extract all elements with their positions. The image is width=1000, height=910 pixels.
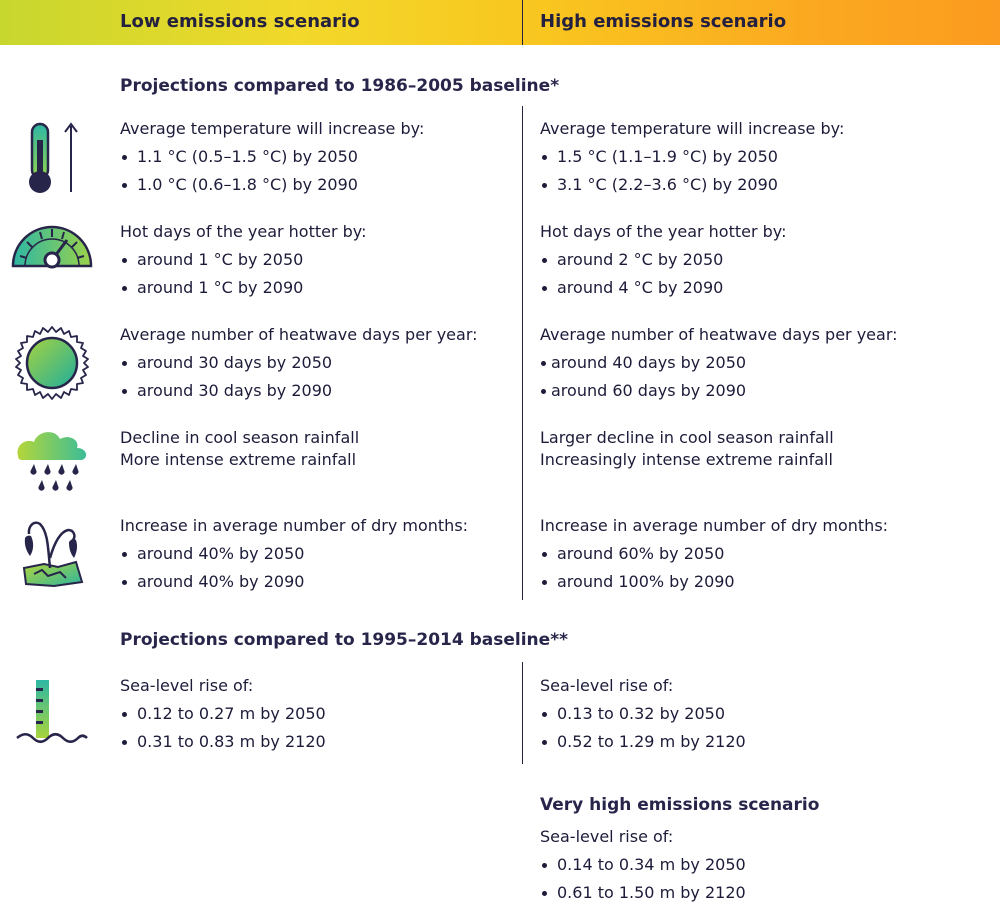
low-hot-days-heading: Hot days of the year hotter by: xyxy=(120,222,367,241)
high-hot-days-block xyxy=(540,221,990,305)
list-item: 0.13 to 0.32 by 2050 xyxy=(540,703,990,731)
low-dry-months-heading: Increase in average number of dry months: xyxy=(120,516,469,535)
high-heatwave-block xyxy=(540,324,990,408)
list-item: 0.12 to 0.27 m by 2050 xyxy=(120,703,515,731)
high-rainfall-line-1: Larger decline in cool season rainfall xyxy=(540,428,834,447)
header-divider xyxy=(522,0,523,45)
list-item: around 30 days by 2090 xyxy=(120,380,515,408)
thermometer-up-icon xyxy=(20,120,82,198)
sun-icon xyxy=(14,325,90,401)
list-item: around 100% by 2090 xyxy=(540,571,990,599)
high-heatwave-heading: Average number of heatwave days per year: xyxy=(540,325,898,344)
list-item: 3.1 °C (2.2–3.6 °C) by 2090 xyxy=(540,174,990,202)
list-item: around 60 days by 2090 xyxy=(540,380,990,408)
very-high-sea-level-heading: Sea-level rise of: xyxy=(540,827,674,846)
high-rainfall-block xyxy=(540,427,990,471)
low-scenario-label: Low emissions scenario xyxy=(120,11,360,32)
low-heatwave-heading: Average number of heatwave days per year: xyxy=(120,325,478,344)
list-item: around 1 °C by 2090 xyxy=(120,277,515,305)
low-temperature-block xyxy=(120,118,515,202)
list-item: around 4 °C by 2090 xyxy=(540,277,990,305)
list-item: 0.14 to 0.34 m by 2050 xyxy=(540,854,990,882)
list-item: 0.52 to 1.29 m by 2120 xyxy=(540,731,990,759)
high-hot-days-heading: Hot days of the year hotter by: xyxy=(540,222,787,241)
low-heatwave-block xyxy=(120,324,515,408)
high-sea-level-block xyxy=(540,675,990,759)
high-dry-months-heading: Increase in average number of dry months: xyxy=(540,516,889,535)
high-sea-level-heading: Sea-level rise of: xyxy=(540,676,674,695)
list-item: around 2 °C by 2050 xyxy=(540,249,990,277)
scenario-header xyxy=(0,0,1000,45)
list-item: around 30 days by 2050 xyxy=(120,352,515,380)
list-item: 0.61 to 1.50 m by 2120 xyxy=(540,882,990,910)
column-divider-sea-level xyxy=(522,662,523,764)
list-item: around 40% by 2090 xyxy=(120,571,515,599)
high-scenario-label: High emissions scenario xyxy=(540,11,787,32)
very-high-scenario-title: Very high emissions scenario xyxy=(540,795,820,815)
low-rainfall-line-1: Decline in cool season rainfall xyxy=(120,428,360,447)
list-item: 0.31 to 0.83 m by 2120 xyxy=(120,731,515,759)
rain-cloud-icon xyxy=(14,428,90,496)
high-rainfall-line-2: Increasingly intense extreme rainfall xyxy=(540,450,833,469)
low-rainfall-block xyxy=(120,427,515,471)
low-hot-days-block xyxy=(120,221,515,305)
section-title-1995-baseline: Projections compared to 1995–2014 baseline** xyxy=(120,630,568,650)
list-item: 1.0 °C (0.6–1.8 °C) by 2090 xyxy=(120,174,515,202)
list-item: 1.1 °C (0.5–1.5 °C) by 2050 xyxy=(120,146,515,174)
list-item: around 40% by 2050 xyxy=(120,543,515,571)
sea-level-gauge-icon xyxy=(14,678,90,746)
high-dry-months-block xyxy=(540,515,990,599)
column-divider xyxy=(522,106,523,600)
wilting-plant-icon xyxy=(14,518,86,590)
list-item: around 40 days by 2050 xyxy=(540,352,990,380)
list-item: around 60% by 2050 xyxy=(540,543,990,571)
list-item: 1.5 °C (1.1–1.9 °C) by 2050 xyxy=(540,146,990,174)
low-rainfall-line-2: More intense extreme rainfall xyxy=(120,450,357,469)
section-title-1986-baseline: Projections compared to 1986–2005 baseline* xyxy=(120,76,560,96)
very-high-sea-level-block xyxy=(540,826,990,910)
low-dry-months-block xyxy=(120,515,515,599)
gauge-icon xyxy=(10,224,94,270)
low-temperature-heading: Average temperature will increase by: xyxy=(120,119,425,138)
low-sea-level-heading: Sea-level rise of: xyxy=(120,676,254,695)
high-temperature-heading: Average temperature will increase by: xyxy=(540,119,845,138)
low-sea-level-block xyxy=(120,675,515,759)
high-temperature-block xyxy=(540,118,990,202)
list-item: around 1 °C by 2050 xyxy=(120,249,515,277)
